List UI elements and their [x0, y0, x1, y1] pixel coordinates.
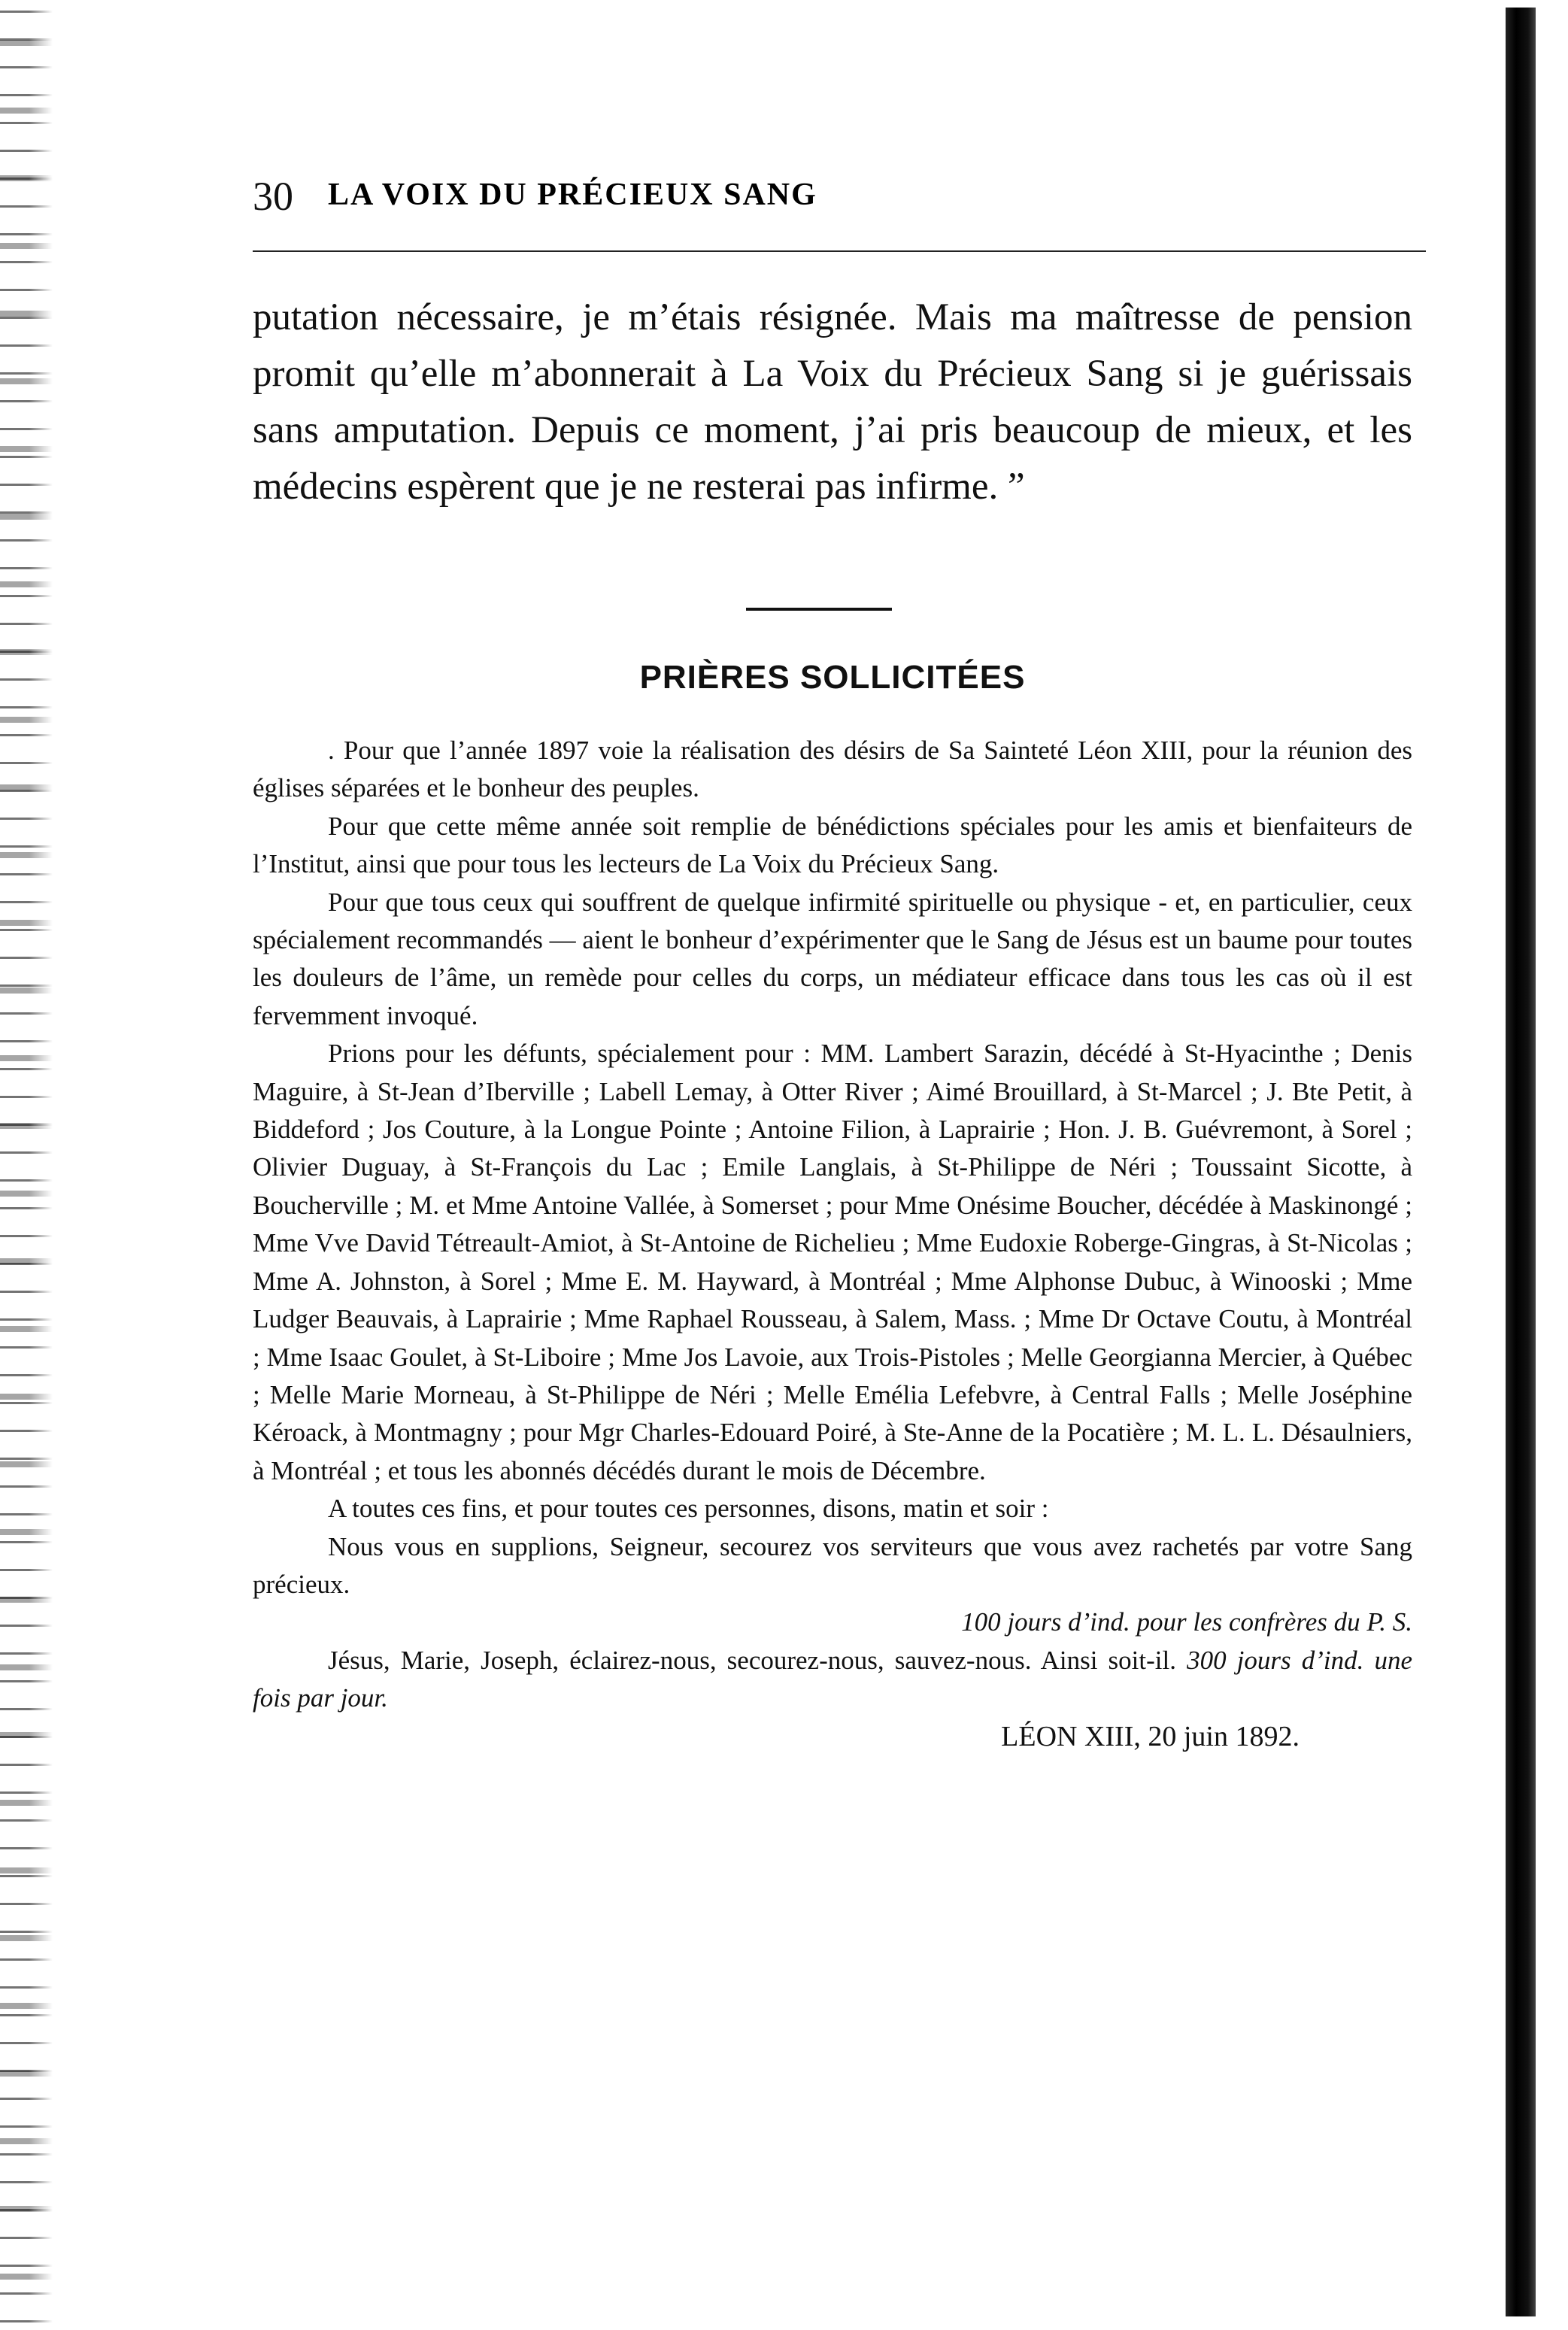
running-title: LA VOIX DU PRÉCIEUX SANG	[328, 177, 817, 212]
invocation-prayer-2	[253, 1642, 1412, 1718]
invocation-intro: A toutes ces fins, et pour toutes ces personnes, disons, matin et soir :	[328, 1494, 1049, 1524]
continued-paragraph: putation nécessaire, je m’étais résignée. Mais ma maîtresse de pension promit qu’elle m’abonnerait à La Voix du Précieux Sang si je guérissais sans amputation. Depuis ce moment, j’ai pris beaucoup de mieux, et les médecins espèrent que je ne resterai pas infirme. ”	[253, 296, 1412, 508]
indulgence-note-1: 100 jours d’ind. pour les confrères du P. S.	[961, 1607, 1412, 1637]
invocation-prayer: Nous vous en supplions, Seigneur, secourez vos serviteurs que vous avez rachetés par votre Sang précieux.	[253, 1531, 1412, 1599]
section-divider	[746, 608, 892, 611]
header-rule	[253, 250, 1426, 252]
prayer-2-text: Jésus, Marie, Joseph, éclairez-nous, secourez-nous, sauvez-nous. Ainsi soit-il.	[328, 1645, 1176, 1675]
signature: LÉON XIII, 20 juin 1892.	[1001, 1720, 1300, 1752]
scan-left-edge	[0, 0, 53, 2330]
scan-binding-edge	[1506, 8, 1536, 2316]
page-header	[253, 170, 1426, 223]
prayer-paragraph-1: . Pour que l’année 1897 voie la réalisation des désirs de Sa Sainteté Léon XIII, pour la réunion des églises séparées et le bonheur des peuples.	[253, 736, 1412, 803]
indulgence-note-2: 300 jours d’ind. une fois par jour.	[253, 1645, 1412, 1713]
prayer-paragraph-2: Pour que cette même année soit remplie de bénédictions spéciales pour les amis et bienfaiteurs de l’Institut, ainsi que pour tous les lecteurs de La Voix du Précieux Sang.	[253, 811, 1412, 879]
section-heading: PRIÈRES SOLLICITÉES	[639, 659, 1026, 696]
page-number: 30	[253, 174, 293, 219]
deceased-list-paragraph: Prions pour les défunts, spécialement pour : MM. Lambert Sarazin, décédé à St-Hyacinthe ; Denis Maguire, à St-Jean d’Iberville ; Labell Lemay, à Otter River ; Aimé Brouillard, à St-Marcel ; J. Bte Petit, à Biddeford ; Jos Couture, à la Longue Pointe ; Antoine Filion, à Laprairie ; Hon. J. B. Guévremont, à Sorel ; Olivier Duguay, à St-François du Lac ; Emile Langlais, à St-Philippe de Néri ; Toussaint Sicotte, à Boucherville ; M. et Mme Antoine Vallée, à Somerset ; pour Mme Onésime Boucher, décédée à Maskinongé ; Mme Vve David Tétreault-Amiot, à St-Antoine de Richelieu ; Mme Eudoxie Roberge-Gingras, à St-Nicolas ; Mme A. Johnston, à Sorel ; Mme E. M. Hayward, à Montréal ; Mme Alphonse Dubuc, à Winooski ; Mme Ludger Beauvais, à Laprairie ; Mme Raphael Rousseau, à Salem, Mass. ; Mme Dr Octave Coutu, à Montréal ; Mme Isaac Goulet, à St-Liboire ; Mme Jos Lavoie, aux Trois-Pistoles ; Melle Georgianna Mercier, à Québec ; Melle Marie Morneau, à St-Philippe de Néri ; Melle Emélia Lefebvre, à Central Falls ; Melle Joséphine Kéroack, à Montmagny ; pour Mgr Charles-Edouard Poiré, à Ste-Anne de la Pocatière ; M. L. L. Désaulniers, à Montréal ; et tous les abonnés décédés durant le mois de Décembre.	[253, 1039, 1412, 1485]
prayers-section	[253, 732, 1412, 1755]
prayer-paragraph-3: Pour que tous ceux qui souffrent de quelque infirmité spirituelle ou physique - et, en particulier, ceux spécialement recommandés — aient le bonheur d’expérimenter que le Sang de Jésus est un baume pour toutes les douleurs de l’âme, un remède pour celles du corps, un médiateur efficace dans tous les cas où il est fervemment invoqué.	[253, 887, 1412, 1030]
